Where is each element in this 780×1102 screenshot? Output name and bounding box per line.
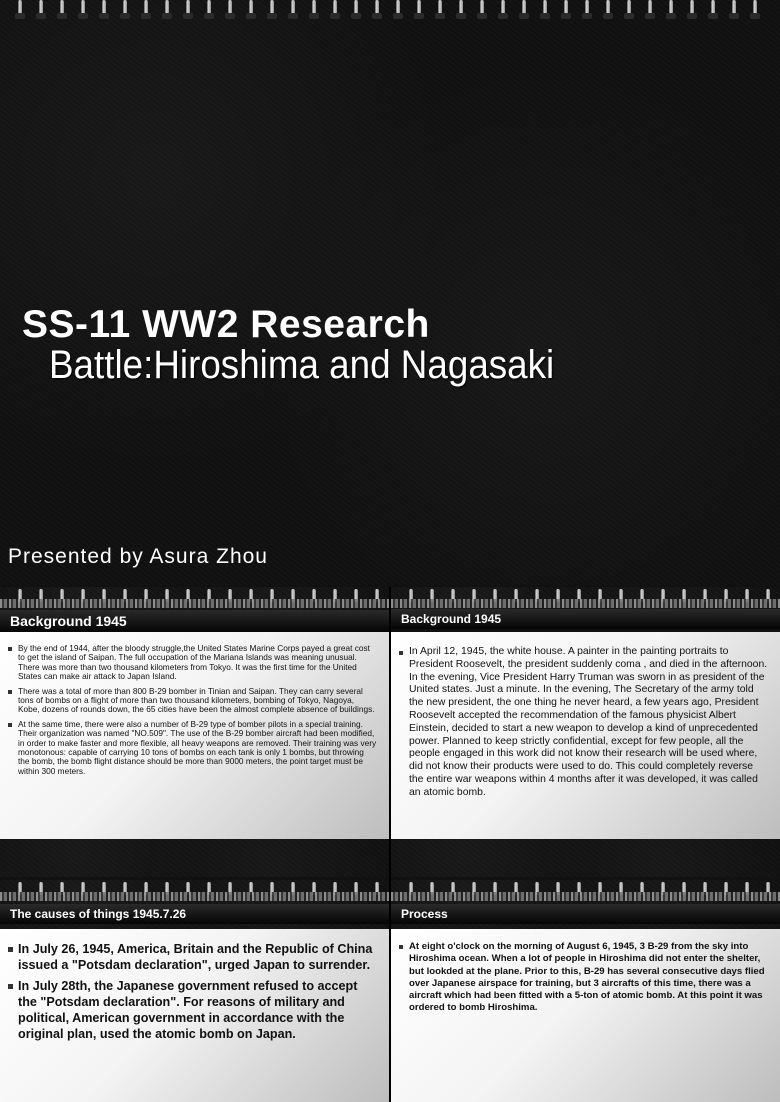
slide-causes (0, 880, 389, 1102)
binder-ring (501, 0, 505, 16)
binder-ring (375, 0, 379, 16)
binder-ring (417, 0, 421, 16)
bullet-list (0, 929, 389, 1042)
bullet-item: At eight o'clock on the morning of August 6, 1945, 3 B-29 from the sky into Hiroshima ocean. When a lot of people in Hiroshima did not enter the shelter, but lookded at the plane. Prior to this, B-29 has several consecutive days flied over Japanese airspace for training, but 3 aircrafts of this time, there was a aircraft which had been fitted with a 5-ton of atomic bomb. At this point it was ordered to bomb Hiroshima. (399, 941, 770, 1015)
binder-ring (543, 0, 547, 16)
slide-title: Background 1945 (0, 610, 389, 632)
bullet-item: There was a total of more than 800 B-29 bomber in Tinian and Saipan. They can carry several tons of bombs on a flight of more than two thousand kilometers, bombing of Tokyo, Nagoya, Kobe, dozens of rounds down, the 65 cities have been the almost complete absence of buildings. (8, 687, 377, 715)
presenter-name: Presented by Asura Zhou (8, 545, 268, 568)
binder-ring (753, 0, 757, 16)
binder-ring (228, 0, 232, 16)
binder-ring (144, 0, 148, 16)
binder-ring (291, 0, 295, 16)
binder-ring (690, 0, 694, 16)
binder-ring (186, 0, 190, 16)
slide-process (391, 880, 780, 1102)
binder-ring (627, 0, 631, 16)
slide-content-panel (391, 632, 780, 840)
bullet-item: In April 12, 1945, the white house. A painter in the painting portraits to President Roosevelt, the president suddenly coma , and died in the afternoon. In the evening, Vice President Harry Truman was sworn in as president of the United states. Just a minute. In the evening, The Secretary of the army told the new president, the one thing he never heard, a few years ago, President Roosevelt accepted the recommendation of the famous physicist Albert Einstein, decided to start a new weapon to develop a kind of unprecedented power. Planned to keep strictly confidential, except for few people, all the people engaged in this work did not know their research will be used where, did not know their products were used to do. This could completely reverse the entire war weapons within 4 months after it was developed, it was called an atomic bomb. (399, 646, 770, 800)
binder-ring (606, 0, 610, 16)
slide-content-panel (0, 929, 389, 1102)
binder-ring (165, 0, 169, 16)
binder-ring (81, 0, 85, 16)
binder-ring (711, 0, 715, 16)
cover-subtitle: Battle:Hiroshima and Nagasaki (49, 343, 555, 387)
binder-ring (270, 0, 274, 16)
binder-rings (0, 0, 780, 20)
binder-ring (480, 0, 484, 16)
bullet-item: In July 28th, the Japanese government refused to accept the "Potsdam declaration". For reasons of military and political, American government in accordance with the original plan, used the atomic bomb on Japan. (8, 978, 377, 1042)
cover-title: SS-11 WW2 Research (22, 303, 430, 346)
binder-ring (207, 0, 211, 16)
bullet-item: At the same time, there were also a number of B-29 type of bomber pilots in a special training. Their organization was named "NO.509". The use of the B-29 bomber aircraft had been modified, in order to make faster and more flexible, all heavy weapons are removed. Their training was very monotonous: capable of carrying 10 tons of bombs on each tank is only 1 bombs, but throwing the bomb, the bomb flight distance should be more than 9000 meters, the point target must be within 300 meters. (8, 720, 377, 776)
binder-ring (60, 0, 64, 16)
binder-ring (312, 0, 316, 16)
binder-ring (732, 0, 736, 16)
binder-ring (18, 0, 22, 16)
bullet-list (0, 632, 389, 776)
slide-background-2 (391, 587, 780, 877)
slide-background-1 (0, 587, 389, 877)
binder-ring (564, 0, 568, 16)
slide-title: Background 1945 (391, 609, 780, 629)
stitch-strip (0, 599, 389, 608)
binder-ring (354, 0, 358, 16)
binder-ring (39, 0, 43, 16)
binder-ring (522, 0, 526, 16)
slide-title: The causes of things 1945.7.26 (0, 904, 389, 924)
binder-ring (459, 0, 463, 16)
binder-ring (585, 0, 589, 16)
binder-ring (333, 0, 337, 16)
bullet-item: By the end of 1944, after the bloody struggle,the United States Marine Corps payed a great cost to get the island of Saipan. The full occupation of the Mariana Islands was meaning unusual. There was more than two thousand kilometers from Tokyo. It was the first time for the United States can make air attack to Japan Island. (8, 644, 377, 682)
slide-footer (391, 839, 780, 877)
binder-ring (123, 0, 127, 16)
binder-ring (669, 0, 673, 16)
slide-divider (389, 587, 391, 1102)
slide-content-panel (0, 632, 389, 840)
binder-ring (249, 0, 253, 16)
slide-title: Process (391, 904, 780, 924)
binder-ring (396, 0, 400, 16)
stitch-strip (391, 892, 780, 901)
stitch-strip (391, 599, 780, 608)
binder-ring (438, 0, 442, 16)
slide-content-panel (391, 929, 780, 1102)
binder-ring (648, 0, 652, 16)
bullet-list (391, 632, 780, 800)
binder-ring (102, 0, 106, 16)
slide-footer (0, 839, 389, 877)
bullet-list (391, 929, 780, 1015)
bullet-item: In July 26, 1945, America, Britain and the Republic of China issued a "Potsdam declaration", urged Japan to surrender. (8, 941, 377, 973)
stitch-strip (0, 892, 389, 901)
